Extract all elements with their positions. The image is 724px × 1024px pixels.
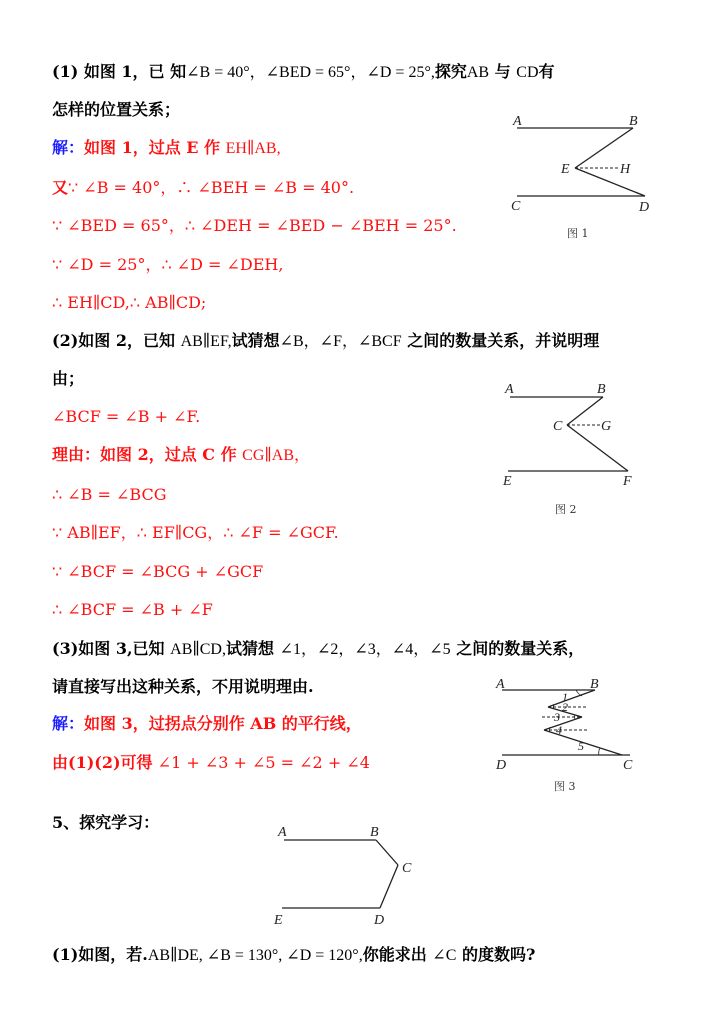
problem1-intro: (1) 如图 1，已 知 xyxy=(52,62,187,81)
problem2-guess: 试猜想 xyxy=(231,331,280,350)
problem3-guess: 试猜想 xyxy=(225,639,274,658)
problem1-given: ∠B = 40°，∠BED = 65°，∠D = 25°, xyxy=(186,64,435,81)
problem2-angles: ∠B，∠F，∠BCF xyxy=(279,333,402,350)
figure-3 xyxy=(490,675,650,800)
label-b: B xyxy=(597,382,606,397)
problem3-result: ∠1 + ∠3 + ∠5 = ∠2 + ∠4 xyxy=(157,753,370,772)
label-b: B xyxy=(629,114,638,129)
problem2-relation: 之间的数量关系，并说明理 xyxy=(407,331,600,350)
label-b: B xyxy=(370,825,379,840)
label-e: E xyxy=(503,474,512,489)
figure-5 xyxy=(268,820,428,930)
problem1-construction: 如图 1，过点 E 作 xyxy=(84,138,221,157)
problem3-solution-line1 xyxy=(52,713,362,735)
problem1-question-line1 xyxy=(52,61,555,84)
label-a: A xyxy=(505,382,514,397)
label-c: C xyxy=(553,419,563,434)
figure-1 xyxy=(505,110,665,245)
problem3-question-line2: 请直接写出这种关系，不用说明理由. xyxy=(52,677,314,696)
angle-2-label: 2 xyxy=(562,700,568,714)
problem3-intro: (3)如图 3,已知 xyxy=(52,639,165,658)
problem5-intro: (1)如图，若. xyxy=(52,945,148,964)
problem1-step-beh: ∵ ∠B = 40°，∴ ∠BEH = ∠B = 40°. xyxy=(68,178,355,197)
problem2-reason-label: 理由：如图 2，过点 C 作 xyxy=(52,445,237,464)
label-a: A xyxy=(278,825,287,840)
label-f: F xyxy=(623,474,632,489)
problem1-solution-line2 xyxy=(52,177,354,199)
label-d: D xyxy=(639,200,650,215)
problem1-solution-line3: ∵ ∠BED = 65°，∴ ∠DEH = ∠BED − ∠BEH = 25°. xyxy=(52,216,457,235)
problem5-angle-c: ∠C xyxy=(432,947,457,964)
problem3-given: AB∥CD, xyxy=(170,641,226,658)
problem1-have: 有 xyxy=(538,62,555,81)
label-c: C xyxy=(623,758,633,773)
label-a: A xyxy=(513,114,522,129)
label-g: G xyxy=(601,419,612,434)
problem1-cd: CD xyxy=(516,64,539,81)
solution-label: 解： xyxy=(52,138,85,157)
figure-3-caption: 图 3 xyxy=(554,780,576,793)
label-e: E xyxy=(561,162,570,177)
label-e: E xyxy=(274,913,283,928)
problem1-solution-line1 xyxy=(52,137,281,160)
problem2-given: AB∥EF, xyxy=(180,333,232,350)
problem1-solution-line5: ∴ EH∥CD,∴ AB∥CD; xyxy=(52,293,207,312)
label-d: D xyxy=(374,913,385,928)
label-b: B xyxy=(590,677,599,692)
problem1-ab: AB xyxy=(466,64,490,81)
label-h: H xyxy=(620,162,631,177)
label-a: A xyxy=(496,677,505,692)
problem2-step1: ∴ ∠B = ∠BCG xyxy=(52,485,167,504)
angle-5-label: 5 xyxy=(578,739,584,753)
figure-1-caption: 图 1 xyxy=(567,227,589,240)
problem1-eh-parallel: EH∥AB, xyxy=(225,140,281,157)
problem2-step2: ∵ AB∥EF，∴ EF∥CG，∴ ∠F = ∠GCF. xyxy=(52,523,339,542)
problem3-question-line1 xyxy=(52,638,584,661)
problem3-relation: 之间的数量关系， xyxy=(456,639,585,658)
problem5-title: 5、探究学习： xyxy=(52,813,160,832)
problem2-step4: ∴ ∠BCF = ∠B + ∠F xyxy=(52,600,213,619)
problem1-explore: 探究 xyxy=(434,62,467,81)
figure-2 xyxy=(495,375,655,520)
label-c: C xyxy=(511,199,521,214)
solution-label: 解： xyxy=(52,714,85,733)
problem1-also: 又 xyxy=(52,178,69,197)
problem3-angles: ∠1，∠2，∠3，∠4，∠5 xyxy=(279,641,451,658)
label-d: D xyxy=(496,758,507,773)
problem5-given: AB∥DE, ∠B = 130°, ∠D = 120°, xyxy=(147,947,363,964)
problem5-ask: 你能求出 xyxy=(362,945,427,964)
angle-4-label: 4 xyxy=(556,723,562,737)
problem3-construction: 如图 3，过拐点分别作 AB 的平行线， xyxy=(84,714,362,733)
problem2-reason-line xyxy=(52,444,310,467)
problem2-answer: ∠BCF = ∠B + ∠F. xyxy=(52,407,201,426)
label-c: C xyxy=(402,861,412,876)
problem3-solution-line2 xyxy=(52,752,370,774)
problem3-derive: 由(1)(2)可得 xyxy=(52,753,153,772)
problem2-step3: ∵ ∠BCF = ∠BCG + ∠GCF xyxy=(52,562,264,581)
problem1-question-line2: 怎样的位置关系； xyxy=(52,100,181,119)
problem1-with: 与 xyxy=(494,62,511,81)
angle-3-label: 3 xyxy=(554,710,560,724)
angle-1-label: 1 xyxy=(562,690,568,704)
problem5-question1 xyxy=(52,944,535,967)
problem2-cg-parallel: CG∥AB， xyxy=(242,447,311,464)
problem5-degree: 的度数吗? xyxy=(461,945,536,964)
problem2-question-line1 xyxy=(52,330,599,353)
problem2-intro: (2)如图 2，已知 xyxy=(52,331,175,350)
problem2-question-line2: 由； xyxy=(52,369,85,388)
figure-2-caption: 图 2 xyxy=(555,503,577,516)
problem1-solution-line4: ∵ ∠D = 25°，∴ ∠D = ∠DEH, xyxy=(52,255,284,274)
